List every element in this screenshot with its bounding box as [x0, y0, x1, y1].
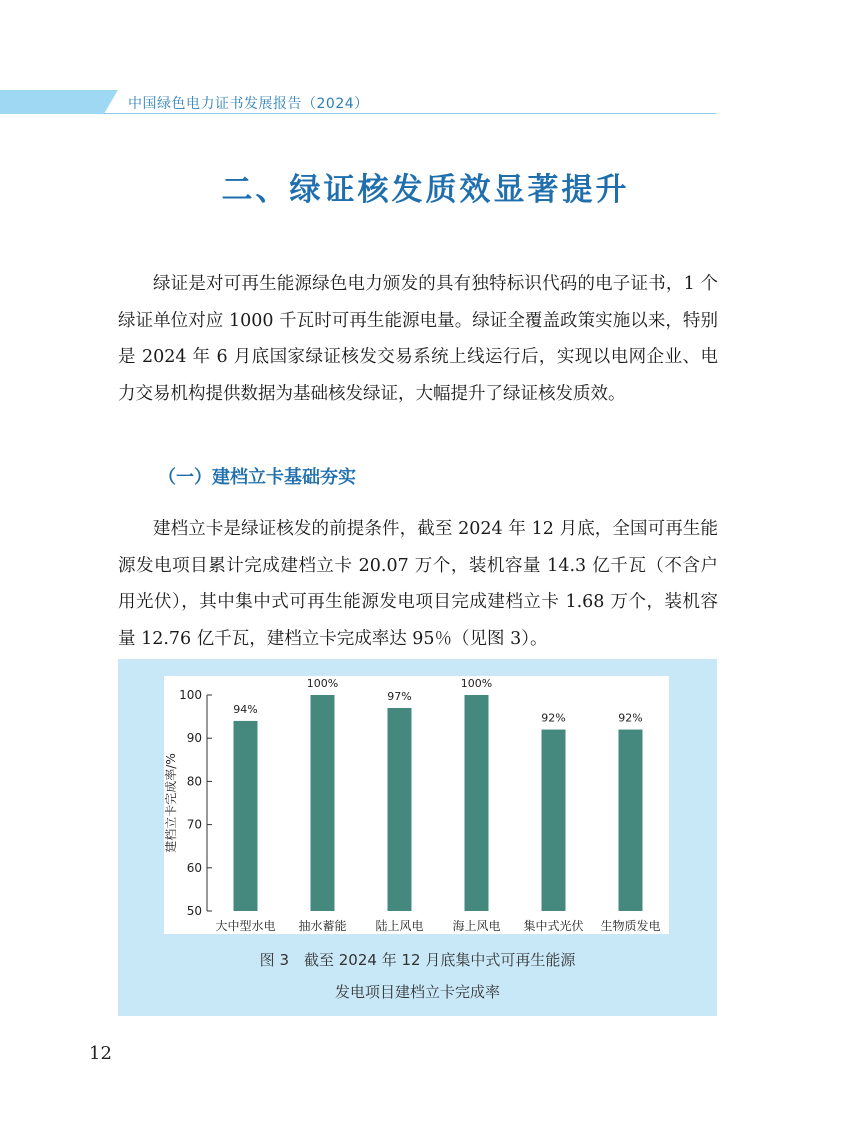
x-category-label: 陆上风电 [375, 919, 424, 933]
y-axis-label: 建档立卡完成率/% [164, 753, 178, 853]
x-category-label: 大中型水电 [215, 919, 276, 933]
running-header-title: 中国绿色电力证书发展报告（2024） [128, 96, 369, 112]
y-tick-label: 90 [186, 731, 202, 746]
bar-5 [542, 730, 566, 911]
figure-caption-line-2: 发电项目建档立卡完成率 [334, 983, 500, 1001]
bar-value-label: 97% [387, 689, 412, 703]
subsection-heading: （一）建档立卡基础夯实 [158, 467, 356, 488]
x-category-label: 集中式光伏 [523, 919, 584, 933]
bar-value-label: 94% [233, 702, 258, 716]
figure-3 [118, 659, 717, 1016]
bar-value-label: 100% [306, 677, 339, 690]
y-tick-label: 50 [186, 904, 202, 918]
x-category-label: 抽水蓄能 [298, 919, 347, 933]
bar-4 [465, 695, 489, 911]
bar-value-label: 92% [541, 711, 566, 725]
x-category-label: 海上风电 [452, 919, 501, 933]
y-tick-label: 60 [186, 860, 202, 875]
bar-3 [388, 708, 412, 911]
header-rule [104, 113, 716, 114]
y-tick-label: 100 [179, 688, 202, 702]
bar-2 [311, 695, 335, 911]
body-paragraph-2: 建档立卡是绿证核发的前提条件，截至 2024 年 12 月底，全国可再生能源发电项目累计完成建档立卡 20.07 万个，装机容量 14.3 亿千瓦（不含户用光伏），其中集中式可再生能源发电项目完成建档立卡 1.68 万个，装机容量 12.76 亿千瓦，建档立卡完成率达 95％（见图 3）。 [118, 519, 718, 649]
bar-1 [234, 721, 258, 911]
bar-6 [619, 730, 643, 911]
y-tick-label: 70 [186, 817, 202, 832]
body-paragraph-1: 绿证是对可再生能源绿色电力颁发的具有独特标识代码的电子证书，1 个绿证单位对应 1000 千瓦时可再生能源电量。绿证全覆盖政策实施以来，特别是 2024 年 6 月底国家绿证核发交易系统上线运行后，实现以电网企业、电力交易机构提供数据为基础核发绿证，大幅提升了绿证核发质效。 [118, 274, 718, 404]
y-tick-label: 80 [186, 774, 202, 789]
x-category-label: 生物质发电 [600, 919, 661, 933]
page-number: 12 [89, 1043, 112, 1064]
header-accent-band [0, 90, 118, 114]
bar-value-label: 100% [460, 677, 493, 690]
section-title: 二、绿证核发质效显著提升 [221, 172, 630, 208]
bar-value-label: 92% [618, 711, 643, 725]
completion-rate-bar-chart [118, 659, 717, 949]
figure-caption-line-1: 图 3 截至 2024 年 12 月底集中式可再生能源 [259, 951, 576, 969]
